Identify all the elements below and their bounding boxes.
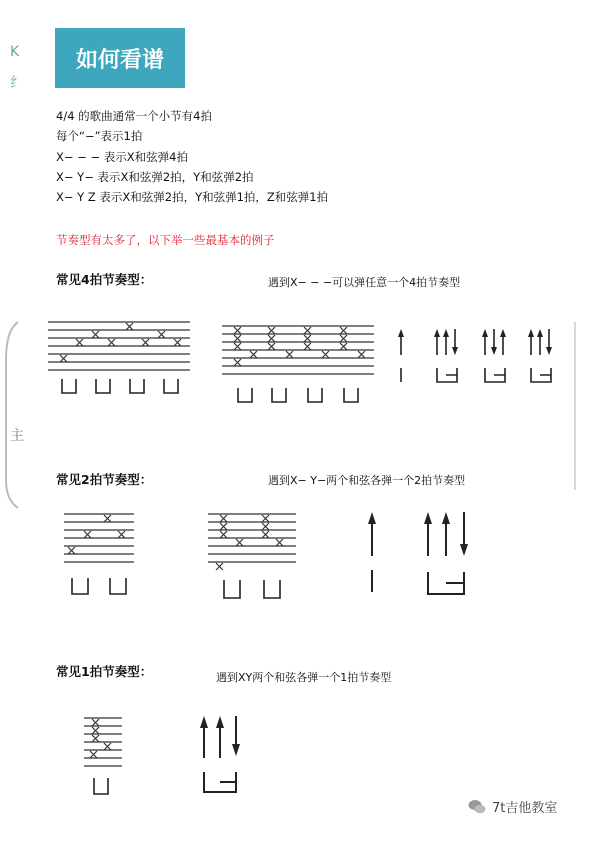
strum-marks-1beat [90, 719, 111, 758]
section-heading-1beat: 常见1拍节奏型： [56, 664, 153, 679]
side-fragment-3: 主 [10, 428, 24, 444]
section-heading-4beat: 常见4拍节奏型： [56, 272, 153, 287]
strum-marks-4beat-a [60, 323, 181, 362]
intro-line-2: 每个“−”表示1拍 [56, 129, 143, 143]
watermark [468, 797, 557, 816]
section-note-4beat: 遇到X− − −可以弹任意一个4拍节奏型 [268, 276, 461, 289]
intro-line-4: X− Y− 表示X和弦弹2拍，Y和弦弹2拍 [56, 170, 254, 184]
beat-bracket-1beat [94, 778, 108, 794]
section-note-2beat: 遇到X− Y−两个和弦各弹一个2拍节奏型 [268, 474, 466, 487]
intro-line-5: X− Y Z 表示X和弦弹2拍，Y和弦弹1拍，Z和弦弹1拍 [56, 190, 329, 204]
strum-arrows-2beat [368, 512, 468, 594]
strum-marks-4beat-b [234, 327, 365, 366]
strum-arrows-4beat [398, 329, 552, 382]
section-heading-2beat: 常见2拍节奏型： [56, 472, 153, 487]
beat-brackets-2beat-b [224, 580, 280, 598]
beat-brackets-4beat-b [238, 388, 358, 402]
side-fragment-2: 纟 [10, 75, 24, 91]
strum-marks-2beat-a [68, 515, 125, 554]
red-note: 节奏型有太多了，以下举一些最基本的例子 [56, 233, 275, 247]
section-note-1beat: 遇到XY两个和弦各弹一个1拍节奏型 [216, 671, 392, 684]
staff-2beat-a [64, 514, 134, 562]
page-title: 如何看谱 [55, 28, 185, 88]
strum-arrows-1beat [200, 716, 240, 792]
side-frame-left [6, 322, 18, 508]
watermark-text: 7t吉他教室 [492, 801, 558, 816]
intro-line-1: 4/4 的歌曲通常一个小节有4拍 [56, 109, 212, 123]
wechat-icon [468, 799, 486, 815]
beat-brackets-4beat-a [62, 379, 178, 393]
beat-brackets-2beat-a [72, 578, 126, 594]
staff-1beat [84, 718, 122, 766]
intro-line-3: X− − − 表示X和弦弹4拍 [56, 150, 188, 164]
staff-4beat-b [222, 326, 374, 374]
staff-4beat-a [48, 322, 190, 370]
side-fragment-1: K [10, 44, 20, 60]
